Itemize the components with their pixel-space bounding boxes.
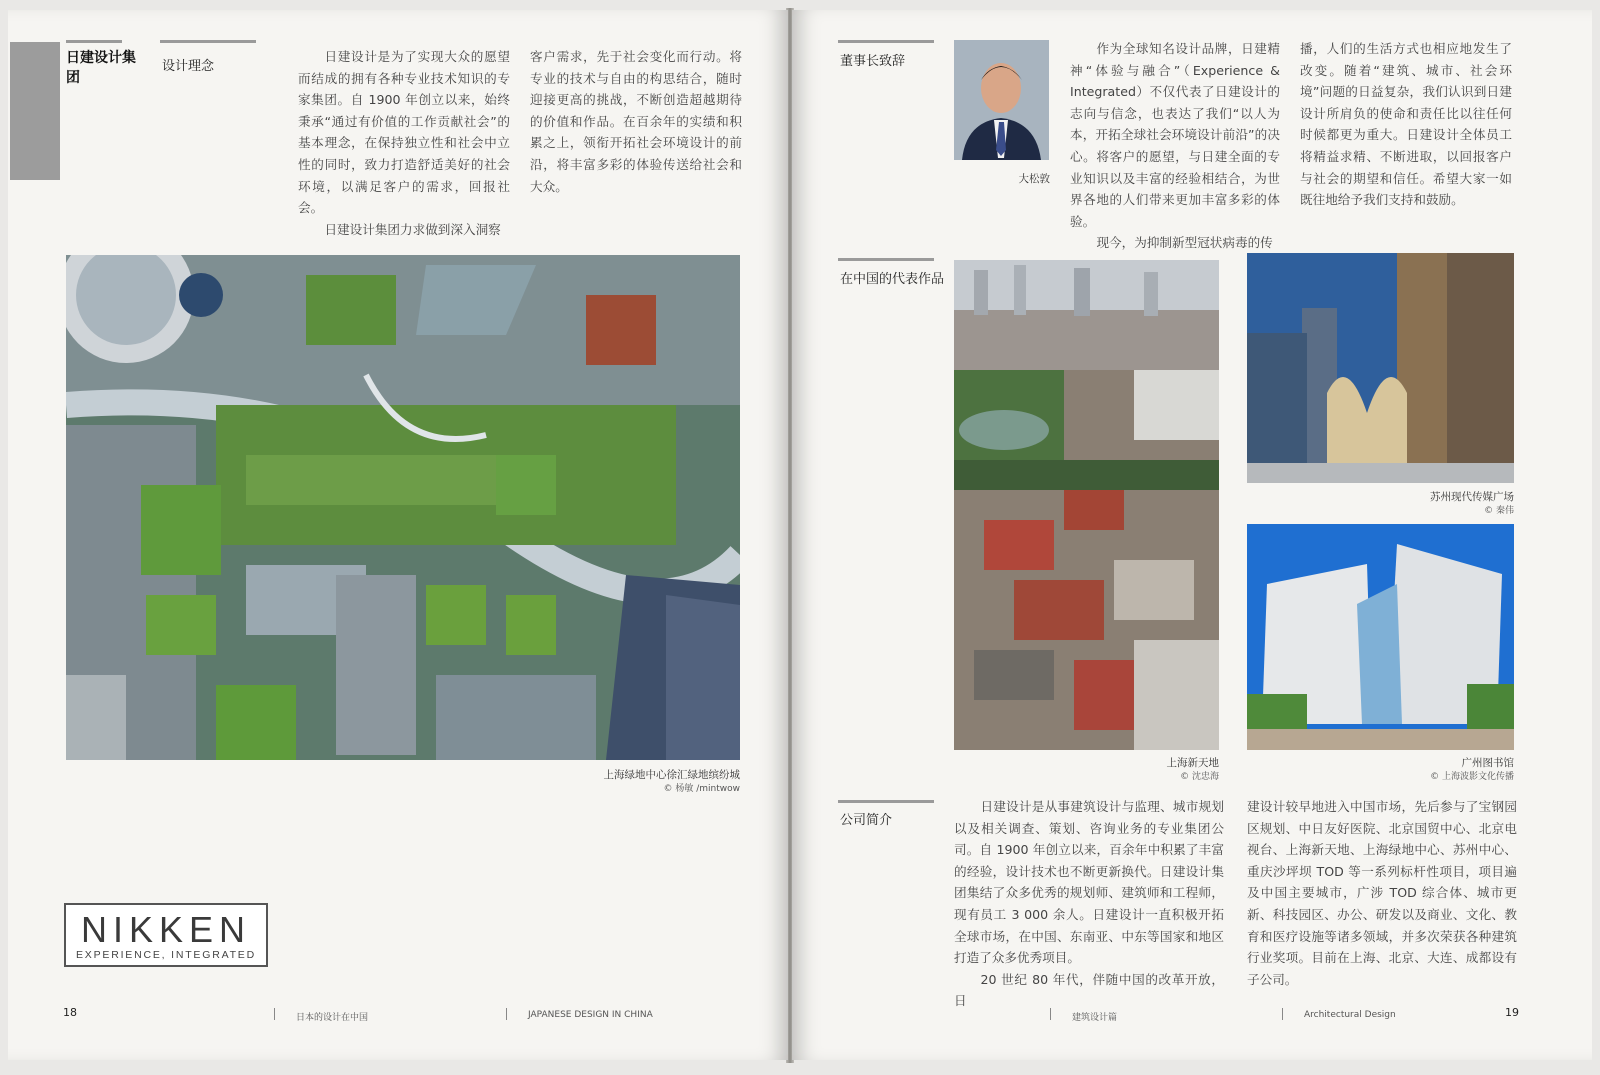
page-number-left: 18: [63, 1006, 77, 1019]
footer-separator: [1050, 1008, 1051, 1020]
chairman-col1: [1070, 38, 1280, 254]
portrait-illustration: [954, 40, 1049, 160]
footer-right-text-right: Architectural Design: [1304, 1010, 1396, 1020]
page-title: 日建设计集团: [66, 50, 136, 86]
profile-col1-p2: 20 世纪 80 年代，伴随中国的改革开放，日: [954, 971, 1224, 1009]
suzhou-caption-block: [1392, 490, 1514, 518]
chairman-portrait: [954, 40, 1049, 160]
works-label: 在中国的代表作品: [840, 272, 945, 287]
xintiandi-illustration: [954, 260, 1219, 750]
philosophy-label: 设计理念: [162, 59, 215, 74]
profile-col2: [1247, 796, 1517, 990]
guangzhou-caption: 广州图书馆: [1461, 757, 1514, 769]
footer-separator: [506, 1008, 507, 1020]
xintiandi-caption: 上海新天地: [1166, 757, 1219, 769]
guangzhou-credit: © 上海波影文化传播: [1430, 772, 1514, 782]
chairman-label: 董事长致辞: [840, 54, 906, 69]
philosophy-col2-p1: 客户需求，先于社会变化而行动。将专业的技术与自由的构思结合，随时迎接更高的挑战，不断创造超越期待的价值和作品。在百余年的实绩和积累之上，领衔开拓社会环境设计的前沿，将丰富多彩的体验传送给社会和大众。: [530, 49, 742, 194]
guangzhou-illustration: [1247, 524, 1514, 750]
page-number-right: 19: [1505, 1006, 1519, 1019]
main-aerial-photo: [66, 255, 740, 760]
footer-separator: [274, 1008, 275, 1020]
main-photo-caption: 上海绿地中心徐汇绿地缤纷城: [603, 769, 740, 781]
guangzhou-caption-block: [1392, 756, 1514, 784]
chairman-col1-p2: 现今，为抑制新型冠状病毒的传: [1096, 235, 1273, 251]
suzhou-caption: 苏州现代传媒广场: [1430, 491, 1514, 503]
profile-rule: [838, 800, 934, 803]
philosophy-col1-p1: 日建设计是为了实现大众的愿望而结成的拥有各种专业技术知识的专家集团。自 1900 年创立以来，始终秉承“通过有价值的工作贡献社会”的基本理念，在保持独立性和社会中立性的同时，致力打造舒适美好的社会环境，以满足客户的需求，回报社会。: [298, 49, 510, 216]
xintiandi-caption-block: [1122, 756, 1219, 784]
chairman-col2-p1: 播，人们的生活方式也相应地发生了改变。随着“建筑、城市、社会环境”问题的日益复杂，我们认识到日建设计所肩负的使命和责任比以往任何时候都更为重大。日建设计全体员工将精益求精、不断进取，以回报客户与社会的期望和信任。希望大家一如既往地给予我们支持和鼓励。: [1300, 41, 1512, 208]
nikken-logo: [64, 903, 268, 967]
logo-tagline: EXPERIENCE, INTEGRATED: [75, 949, 256, 961]
philosophy-col1-p2: 日建设计集团力求做到深入洞察: [324, 221, 501, 237]
profile-label: 公司简介: [840, 813, 893, 828]
title-gray-block: [10, 42, 60, 180]
footer-separator: [1282, 1008, 1283, 1020]
profile-col2-p1: 建设计较早地进入中国市场，先后参与了宝钢园区规划、中日友好医院、北京国贸中心、北京电视台、上海新天地、上海绿地中心、苏州中心、重庆沙坪坝 TOD 等一系列标杆性项目，项目遍及中国主要城市，广涉 TOD 综合体、城市更新、科技园区、办公、研发以及商业、文化、教育和医疗设施等诸多领域，并多次荣获各种建筑行业奖项。目前在上海、北京、大连、成都设有子公司。: [1247, 799, 1517, 987]
works-rule: [838, 258, 934, 261]
chairman-col1-p1: 作为全球知名设计品牌，日建精神“体验与融合”（Experience & Integrated）不仅代表了日建设计的志向与信念，也表达了我们“以人为本，开拓全球社会环境设计前沿”的决心。将客户的愿望，与日建全面的专业知识以及丰富的经验相结合，为世界各地的人们带来更加丰富多彩的体验。: [1070, 41, 1280, 229]
suzhou-credit: © 秦伟: [1484, 506, 1514, 516]
aerial-photo-illustration: [66, 255, 740, 760]
profile-col1-p1: 日建设计是从事建筑设计与监理、城市规划以及相关调查、策划、咨询业务的专业集团公司。自 1900 年创立以来，百余年中积累了丰富的经验，设计技术也不断更新换代。日建设计集团集结了众多优秀的规划师、建筑师和工程师，现有员工 3 000 余人。日建设计一直积极开拓全球市场，在中国、东南亚、中东等国家和地区打造了众多优秀项目。: [954, 799, 1224, 966]
logo-word: NIKKEN: [80, 909, 252, 950]
title-rule: [66, 40, 122, 43]
xintiandi-credit: © 沈忠海: [1180, 772, 1219, 782]
footer-left-text: 日本的设计在中国: [296, 1013, 369, 1023]
main-photo-credit: © 杨敏 /mintwow: [663, 784, 740, 794]
xintiandi-photo: [954, 260, 1219, 750]
left-page: [8, 10, 788, 1060]
portrait-caption: 大松敦: [1018, 173, 1050, 185]
guangzhou-library-photo: [1247, 524, 1514, 750]
footer-right-text: JAPANESE DESIGN IN CHINA: [528, 1010, 653, 1020]
right-page: [792, 10, 1592, 1060]
suzhou-media-plaza-photo: [1247, 253, 1514, 483]
philosophy-rule: [160, 40, 256, 43]
chairman-col2: [1300, 38, 1512, 211]
philosophy-col1: [298, 46, 510, 240]
chairman-rule: [838, 40, 934, 43]
main-photo-caption-block: [448, 768, 740, 796]
philosophy-col2: [530, 46, 742, 197]
footer-left-text-right: 建筑设计篇: [1072, 1013, 1118, 1023]
suzhou-illustration: [1247, 253, 1514, 483]
profile-col1: [954, 796, 1224, 1012]
